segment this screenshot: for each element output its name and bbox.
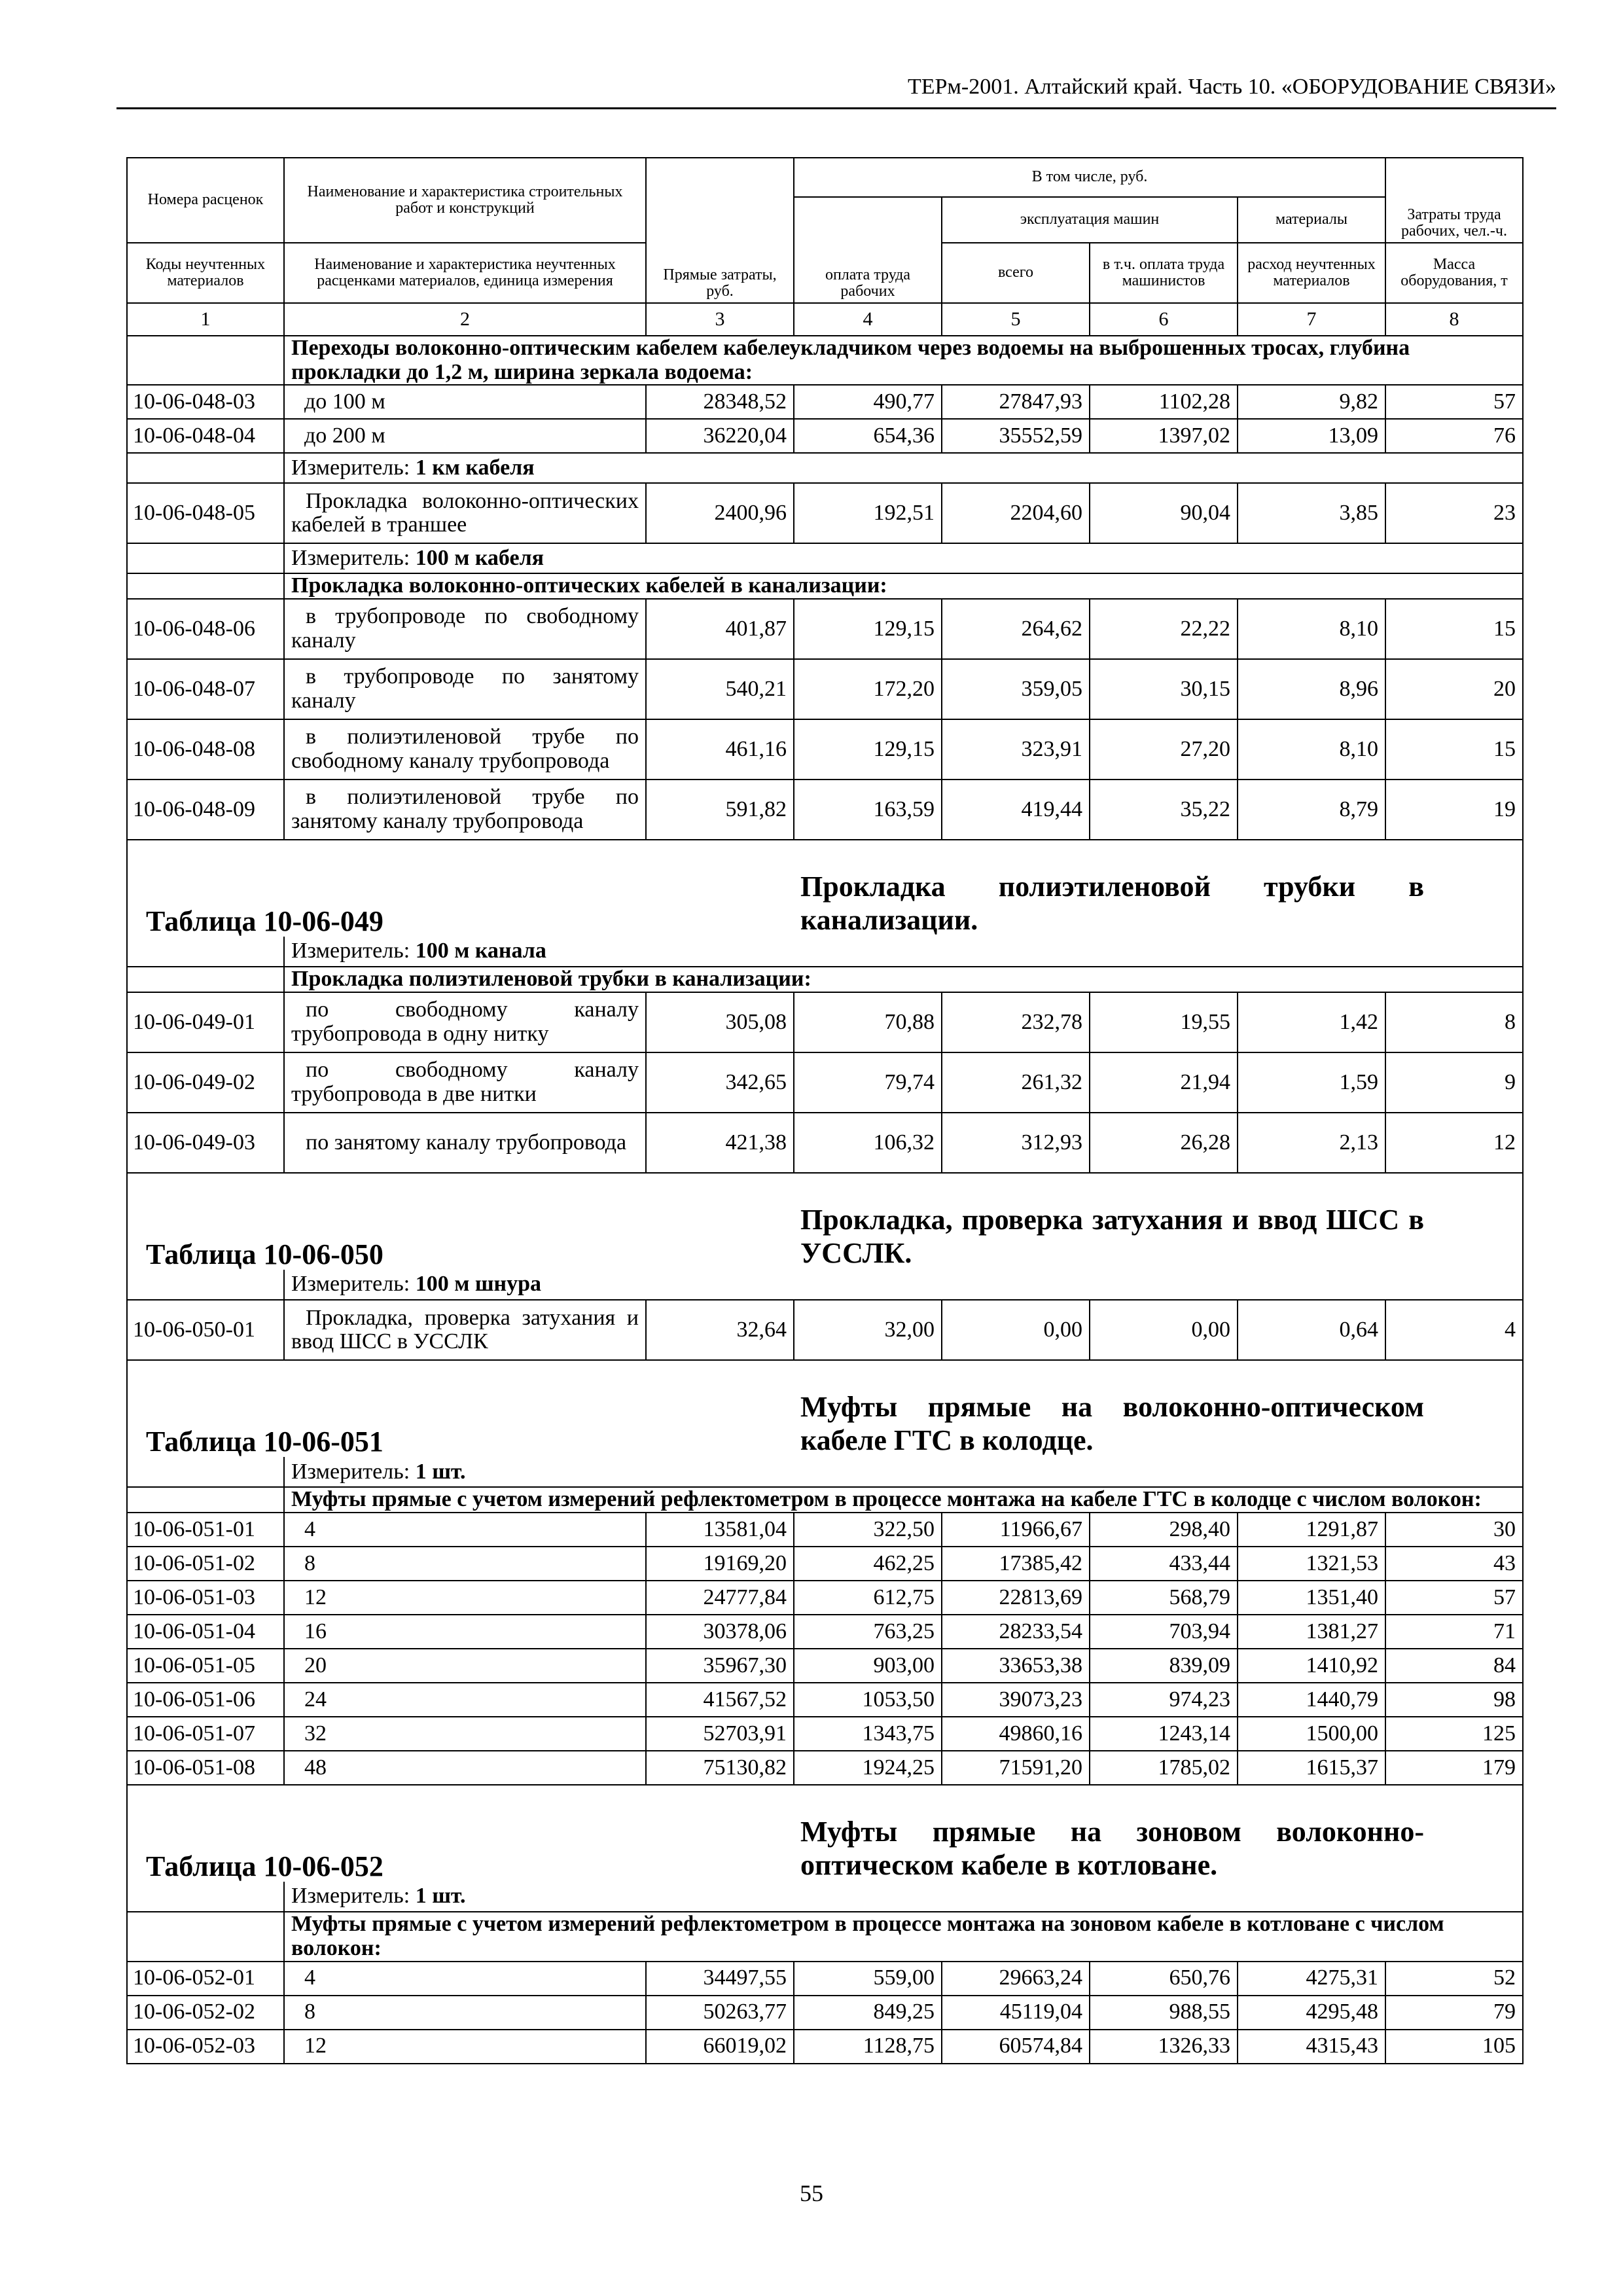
running-title: ТЕРм-2001. Алтайский край. Часть 10. «ОБОРУДОВАНИЕ СВЯЗИ» bbox=[907, 75, 1556, 99]
table-row bbox=[127, 483, 1523, 543]
work-description: по свободному каналу трубопровода в одну нитку bbox=[284, 992, 646, 1052]
rate-code: 10-06-051-03 bbox=[127, 1581, 284, 1615]
rate-code: 10-06-052-02 bbox=[127, 1996, 284, 2030]
column-index-row bbox=[127, 303, 1523, 336]
rate-code: 10-06-048-04 bbox=[127, 419, 284, 453]
work-description: 48 bbox=[284, 1751, 646, 1785]
table-row bbox=[127, 780, 1523, 840]
direct-costs: 36220,04 bbox=[646, 419, 794, 453]
materials-cost: 4315,43 bbox=[1238, 2030, 1385, 2064]
section-heading-row bbox=[127, 573, 1523, 599]
measurement-unit-row bbox=[127, 1270, 1523, 1300]
machinist-pay: 1397,02 bbox=[1090, 419, 1238, 453]
labor-costs: 20 bbox=[1385, 659, 1523, 719]
rate-code: 10-06-052-03 bbox=[127, 2030, 284, 2064]
work-description: в полиэтиленовой трубе по свободному каналу трубопровода bbox=[284, 719, 646, 780]
worker-pay: 192,51 bbox=[794, 483, 942, 543]
machine-operation-total: 71591,20 bbox=[942, 1751, 1090, 1785]
work-description: 12 bbox=[284, 1581, 646, 1615]
column-index: 1 bbox=[127, 303, 284, 336]
table-row bbox=[127, 992, 1523, 1052]
price-table-document bbox=[126, 157, 1522, 2064]
table-row bbox=[127, 1717, 1523, 1751]
measurement-value: 1 шт. bbox=[415, 1884, 466, 1909]
section-heading-row bbox=[127, 336, 1523, 385]
rate-code: 10-06-051-05 bbox=[127, 1649, 284, 1683]
measurement-value: 100 м шнура bbox=[415, 1272, 542, 1297]
col-including: В том числе, руб. bbox=[794, 158, 1385, 197]
table-title: Муфты прямые на зоновом волоконно-оптическом кабеле в котловане. bbox=[794, 1785, 1523, 1882]
table-title: Прокладка, проверка затухания и ввод ШСС в УССЛК. bbox=[794, 1173, 1523, 1270]
direct-costs: 19169,20 bbox=[646, 1547, 794, 1581]
direct-costs: 28348,52 bbox=[646, 385, 794, 419]
empty-cell bbox=[127, 336, 284, 385]
machine-operation-total: 17385,42 bbox=[942, 1547, 1090, 1581]
direct-costs: 342,65 bbox=[646, 1052, 794, 1113]
labor-costs: 79 bbox=[1385, 1996, 1523, 2030]
labor-costs: 9 bbox=[1385, 1052, 1523, 1113]
machinist-pay: 1243,14 bbox=[1090, 1717, 1238, 1751]
empty-cell bbox=[127, 937, 284, 967]
machinist-pay: 298,40 bbox=[1090, 1513, 1238, 1547]
work-description: в трубопроводе по занятому каналу bbox=[284, 659, 646, 719]
empty-cell bbox=[127, 1882, 284, 1912]
direct-costs: 32,64 bbox=[646, 1300, 794, 1360]
measurement-label: Измеритель: bbox=[291, 456, 410, 480]
rate-code: 10-06-051-04 bbox=[127, 1615, 284, 1649]
measurement-unit bbox=[284, 937, 1523, 967]
machine-operation-total: 323,91 bbox=[942, 719, 1090, 780]
work-description: 24 bbox=[284, 1683, 646, 1717]
worker-pay: 903,00 bbox=[794, 1649, 942, 1683]
table-row bbox=[127, 1996, 1523, 2030]
work-description: 8 bbox=[284, 1996, 646, 2030]
machinist-pay: 1326,33 bbox=[1090, 2030, 1238, 2064]
table-row bbox=[127, 1513, 1523, 1547]
materials-cost: 1440,79 bbox=[1238, 1683, 1385, 1717]
work-description: 16 bbox=[284, 1615, 646, 1649]
direct-costs: 75130,82 bbox=[646, 1751, 794, 1785]
table-row bbox=[127, 1649, 1523, 1683]
direct-costs: 52703,91 bbox=[646, 1717, 794, 1751]
measurement-unit bbox=[284, 1882, 1523, 1912]
work-description: до 200 м bbox=[284, 419, 646, 453]
measurement-unit-row bbox=[127, 1882, 1523, 1912]
column-index: 3 bbox=[646, 303, 794, 336]
labor-costs: 30 bbox=[1385, 1513, 1523, 1547]
page-number: 55 bbox=[800, 2180, 823, 2206]
column-index: 8 bbox=[1385, 303, 1523, 336]
materials-cost: 1381,27 bbox=[1238, 1615, 1385, 1649]
section-heading: Прокладка волоконно-оптических кабелей в канализации: bbox=[284, 573, 1523, 599]
worker-pay: 106,32 bbox=[794, 1113, 942, 1173]
table-row bbox=[127, 1113, 1523, 1173]
materials-cost: 9,82 bbox=[1238, 385, 1385, 419]
labor-costs: 8 bbox=[1385, 992, 1523, 1052]
column-index: 6 bbox=[1090, 303, 1238, 336]
section-heading-row bbox=[127, 1487, 1523, 1513]
table-number: Таблица 10-06-050 bbox=[127, 1173, 794, 1270]
table-row bbox=[127, 1052, 1523, 1113]
work-description: в полиэтиленовой трубе по занятому каналу трубопровода bbox=[284, 780, 646, 840]
direct-costs: 13581,04 bbox=[646, 1513, 794, 1547]
work-description: 4 bbox=[284, 1513, 646, 1547]
machinist-pay: 19,55 bbox=[1090, 992, 1238, 1052]
work-description: 20 bbox=[284, 1649, 646, 1683]
labor-costs: 125 bbox=[1385, 1717, 1523, 1751]
machine-operation-total: 359,05 bbox=[942, 659, 1090, 719]
section-heading-row bbox=[127, 1912, 1523, 1961]
measurement-unit-row bbox=[127, 543, 1523, 573]
section-heading-row bbox=[127, 967, 1523, 992]
machine-operation-total: 232,78 bbox=[942, 992, 1090, 1052]
worker-pay: 70,88 bbox=[794, 992, 942, 1052]
machinist-pay: 1102,28 bbox=[1090, 385, 1238, 419]
measurement-unit bbox=[284, 1457, 1523, 1487]
machinist-pay: 568,79 bbox=[1090, 1581, 1238, 1615]
materials-cost: 4295,48 bbox=[1238, 1996, 1385, 2030]
machinist-pay: 27,20 bbox=[1090, 719, 1238, 780]
work-description: 4 bbox=[284, 1962, 646, 1996]
machine-operation-total: 29663,24 bbox=[942, 1962, 1090, 1996]
measurement-unit-row bbox=[127, 453, 1523, 483]
materials-cost: 2,13 bbox=[1238, 1113, 1385, 1173]
rate-code: 10-06-049-01 bbox=[127, 992, 284, 1052]
direct-costs: 2400,96 bbox=[646, 483, 794, 543]
empty-cell bbox=[127, 543, 284, 573]
worker-pay: 559,00 bbox=[794, 1962, 942, 1996]
labor-costs: 15 bbox=[1385, 599, 1523, 659]
materials-cost: 1500,00 bbox=[1238, 1717, 1385, 1751]
machinist-pay: 703,94 bbox=[1090, 1615, 1238, 1649]
machine-operation-total: 60574,84 bbox=[942, 2030, 1090, 2064]
measurement-unit bbox=[284, 453, 1523, 483]
table-row bbox=[127, 419, 1523, 453]
work-description: 8 bbox=[284, 1547, 646, 1581]
materials-cost: 8,79 bbox=[1238, 780, 1385, 840]
worker-pay: 163,59 bbox=[794, 780, 942, 840]
table-row bbox=[127, 659, 1523, 719]
table-number: Таблица 10-06-049 bbox=[127, 840, 794, 937]
col-machinist-pay: в т.ч. оплата труда машинистов bbox=[1090, 243, 1238, 303]
labor-costs: 57 bbox=[1385, 385, 1523, 419]
machine-operation-total: 45119,04 bbox=[942, 1996, 1090, 2030]
table-row bbox=[127, 1962, 1523, 1996]
worker-pay: 1128,75 bbox=[794, 2030, 942, 2064]
empty-cell bbox=[127, 573, 284, 599]
direct-costs: 401,87 bbox=[646, 599, 794, 659]
machine-operation-total: 419,44 bbox=[942, 780, 1090, 840]
work-description: Прокладка, проверка затухания и ввод ШСС в УССЛК bbox=[284, 1300, 646, 1360]
measurement-label: Измеритель: bbox=[291, 1884, 410, 1909]
materials-cost: 8,96 bbox=[1238, 659, 1385, 719]
worker-pay: 129,15 bbox=[794, 599, 942, 659]
direct-costs: 35967,30 bbox=[646, 1649, 794, 1683]
rate-code: 10-06-050-01 bbox=[127, 1300, 284, 1360]
table-row bbox=[127, 599, 1523, 659]
machinist-pay: 974,23 bbox=[1090, 1683, 1238, 1717]
worker-pay: 322,50 bbox=[794, 1513, 942, 1547]
rate-code: 10-06-048-09 bbox=[127, 780, 284, 840]
empty-cell bbox=[127, 1912, 284, 1961]
table-title: Муфты прямые на волоконно-оптическом кабеле ГТС в колодце. bbox=[794, 1360, 1523, 1457]
labor-costs: 15 bbox=[1385, 719, 1523, 780]
worker-pay: 462,25 bbox=[794, 1547, 942, 1581]
materials-cost: 1321,53 bbox=[1238, 1547, 1385, 1581]
rate-code: 10-06-051-01 bbox=[127, 1513, 284, 1547]
materials-cost: 3,85 bbox=[1238, 483, 1385, 543]
empty-cell bbox=[127, 1457, 284, 1487]
direct-costs: 540,21 bbox=[646, 659, 794, 719]
table-row bbox=[127, 1615, 1523, 1649]
materials-cost: 0,64 bbox=[1238, 1300, 1385, 1360]
machinist-pay: 988,55 bbox=[1090, 1996, 1238, 2030]
labor-costs: 84 bbox=[1385, 1649, 1523, 1683]
header-row-1 bbox=[127, 158, 1523, 197]
machine-operation-total: 312,93 bbox=[942, 1113, 1090, 1173]
machinist-pay: 35,22 bbox=[1090, 780, 1238, 840]
price-table bbox=[126, 157, 1524, 2064]
labor-costs: 12 bbox=[1385, 1113, 1523, 1173]
machine-operation-total: 39073,23 bbox=[942, 1683, 1090, 1717]
table-number: Таблица 10-06-052 bbox=[127, 1785, 794, 1882]
table-row bbox=[127, 1581, 1523, 1615]
labor-costs: 19 bbox=[1385, 780, 1523, 840]
worker-pay: 32,00 bbox=[794, 1300, 942, 1360]
labor-costs: 98 bbox=[1385, 1683, 1523, 1717]
rate-code: 10-06-048-06 bbox=[127, 599, 284, 659]
labor-costs: 43 bbox=[1385, 1547, 1523, 1581]
work-description: по свободному каналу трубопровода в две нитки bbox=[284, 1052, 646, 1113]
direct-costs: 421,38 bbox=[646, 1113, 794, 1173]
measurement-unit-row bbox=[127, 1457, 1523, 1487]
col-total: всего bbox=[942, 243, 1090, 303]
rate-code: 10-06-049-02 bbox=[127, 1052, 284, 1113]
col-direct-costs: Прямые затраты, руб. bbox=[646, 158, 794, 303]
measurement-value: 1 км кабеля bbox=[415, 456, 535, 480]
running-header bbox=[116, 73, 1556, 109]
measurement-value: 100 м канала bbox=[415, 939, 546, 963]
measurement-value: 100 м кабеля bbox=[415, 546, 544, 571]
measurement-label: Измеритель: bbox=[291, 546, 410, 571]
measurement-unit bbox=[284, 1270, 1523, 1300]
materials-cost: 8,10 bbox=[1238, 599, 1385, 659]
table-body bbox=[127, 158, 1523, 2064]
rate-code: 10-06-048-08 bbox=[127, 719, 284, 780]
rate-code: 10-06-048-03 bbox=[127, 385, 284, 419]
measurement-label: Измеритель: bbox=[291, 1272, 410, 1297]
machinist-pay: 650,76 bbox=[1090, 1962, 1238, 1996]
materials-cost: 1351,40 bbox=[1238, 1581, 1385, 1615]
worker-pay: 1343,75 bbox=[794, 1717, 942, 1751]
table-row bbox=[127, 1547, 1523, 1581]
worker-pay: 763,25 bbox=[794, 1615, 942, 1649]
column-index: 4 bbox=[794, 303, 942, 336]
machine-operation-total: 33653,38 bbox=[942, 1649, 1090, 1683]
machinist-pay: 1785,02 bbox=[1090, 1751, 1238, 1785]
col-material-names: Наименование и характеристика неучтенных расценками материалов, единица измерения bbox=[284, 243, 646, 303]
table-number: Таблица 10-06-051 bbox=[127, 1360, 794, 1457]
section-heading: Переходы волоконно-оптическим кабелем кабелеукладчиком через водоемы на выброшенных тросах, глубина прокладки до 1,2 м, ширина зеркала водоема: bbox=[284, 336, 1523, 385]
machinist-pay: 22,22 bbox=[1090, 599, 1238, 659]
col-equipment-mass: Масса оборудования, т bbox=[1385, 243, 1523, 303]
machine-operation-total: 261,32 bbox=[942, 1052, 1090, 1113]
worker-pay: 849,25 bbox=[794, 1996, 942, 2030]
work-description: до 100 м bbox=[284, 385, 646, 419]
materials-cost: 1615,37 bbox=[1238, 1751, 1385, 1785]
table-row bbox=[127, 719, 1523, 780]
rate-code: 10-06-048-07 bbox=[127, 659, 284, 719]
materials-cost: 13,09 bbox=[1238, 419, 1385, 453]
machinist-pay: 0,00 bbox=[1090, 1300, 1238, 1360]
measurement-value: 1 шт. bbox=[415, 1459, 466, 1484]
empty-cell bbox=[127, 1487, 284, 1513]
machine-operation-total: 2204,60 bbox=[942, 483, 1090, 543]
empty-cell bbox=[127, 453, 284, 483]
machine-operation-total: 11966,67 bbox=[942, 1513, 1090, 1547]
rate-code: 10-06-049-03 bbox=[127, 1113, 284, 1173]
machinist-pay: 21,94 bbox=[1090, 1052, 1238, 1113]
column-index: 2 bbox=[284, 303, 646, 336]
rate-code: 10-06-052-01 bbox=[127, 1962, 284, 1996]
labor-costs: 4 bbox=[1385, 1300, 1523, 1360]
work-description: в трубопроводе по свободному каналу bbox=[284, 599, 646, 659]
col-machine-operation: эксплуатация машин bbox=[942, 197, 1238, 243]
col-worker-pay: оплата труда рабочих bbox=[794, 197, 942, 303]
direct-costs: 66019,02 bbox=[646, 2030, 794, 2064]
worker-pay: 79,74 bbox=[794, 1052, 942, 1113]
machine-operation-total: 27847,93 bbox=[942, 385, 1090, 419]
direct-costs: 34497,55 bbox=[646, 1962, 794, 1996]
machinist-pay: 30,15 bbox=[1090, 659, 1238, 719]
col-materials: материалы bbox=[1238, 197, 1385, 243]
empty-cell bbox=[127, 967, 284, 992]
materials-cost: 1410,92 bbox=[1238, 1649, 1385, 1683]
col-rate-numbers: Номера расценок bbox=[127, 158, 284, 243]
rate-code: 10-06-051-08 bbox=[127, 1751, 284, 1785]
measurement-unit-row bbox=[127, 937, 1523, 967]
col-unaccounted-materials: расход неучтенных материалов bbox=[1238, 243, 1385, 303]
labor-costs: 76 bbox=[1385, 419, 1523, 453]
measurement-label: Измеритель: bbox=[291, 1459, 410, 1484]
machine-operation-total: 0,00 bbox=[942, 1300, 1090, 1360]
measurement-label: Измеритель: bbox=[291, 939, 410, 963]
table-title-row bbox=[127, 1360, 1523, 1457]
table-title-row bbox=[127, 1173, 1523, 1270]
worker-pay: 129,15 bbox=[794, 719, 942, 780]
direct-costs: 50263,77 bbox=[646, 1996, 794, 2030]
table-row bbox=[127, 1683, 1523, 1717]
col-material-codes: Коды неучтенных материалов bbox=[127, 243, 284, 303]
rate-code: 10-06-051-07 bbox=[127, 1717, 284, 1751]
measurement-unit bbox=[284, 543, 1523, 573]
work-description: 32 bbox=[284, 1717, 646, 1751]
direct-costs: 461,16 bbox=[646, 719, 794, 780]
table-row bbox=[127, 2030, 1523, 2064]
worker-pay: 654,36 bbox=[794, 419, 942, 453]
direct-costs: 24777,84 bbox=[646, 1581, 794, 1615]
labor-costs: 105 bbox=[1385, 2030, 1523, 2064]
worker-pay: 1924,25 bbox=[794, 1751, 942, 1785]
machine-operation-total: 49860,16 bbox=[942, 1717, 1090, 1751]
direct-costs: 305,08 bbox=[646, 992, 794, 1052]
section-heading: Муфты прямые с учетом измерений рефлектометром в процессе монтажа на кабеле ГТС в колодце с числом волокон: bbox=[284, 1487, 1523, 1513]
materials-cost: 1,59 bbox=[1238, 1052, 1385, 1113]
machine-operation-total: 264,62 bbox=[942, 599, 1090, 659]
column-index: 7 bbox=[1238, 303, 1385, 336]
machine-operation-total: 28233,54 bbox=[942, 1615, 1090, 1649]
col-labor-costs: Затраты труда рабочих, чел.-ч. bbox=[1385, 158, 1523, 243]
worker-pay: 1053,50 bbox=[794, 1683, 942, 1717]
table-row bbox=[127, 385, 1523, 419]
labor-costs: 179 bbox=[1385, 1751, 1523, 1785]
table-title-row bbox=[127, 1785, 1523, 1882]
direct-costs: 30378,06 bbox=[646, 1615, 794, 1649]
labor-costs: 23 bbox=[1385, 483, 1523, 543]
machinist-pay: 433,44 bbox=[1090, 1547, 1238, 1581]
rate-code: 10-06-051-06 bbox=[127, 1683, 284, 1717]
machinist-pay: 26,28 bbox=[1090, 1113, 1238, 1173]
section-heading: Муфты прямые с учетом измерений рефлектометром в процессе монтажа на зоновом кабеле в котловане с числом волокон: bbox=[284, 1912, 1523, 1961]
col-work-name: Наименование и характеристика строительных работ и конструкций bbox=[284, 158, 646, 243]
machine-operation-total: 35552,59 bbox=[942, 419, 1090, 453]
worker-pay: 490,77 bbox=[794, 385, 942, 419]
machinist-pay: 839,09 bbox=[1090, 1649, 1238, 1683]
worker-pay: 172,20 bbox=[794, 659, 942, 719]
materials-cost: 8,10 bbox=[1238, 719, 1385, 780]
rate-code: 10-06-051-02 bbox=[127, 1547, 284, 1581]
empty-cell bbox=[127, 1270, 284, 1300]
work-description: Прокладка волоконно-оптических кабелей в траншее bbox=[284, 483, 646, 543]
section-heading: Прокладка полиэтиленовой трубки в канализации: bbox=[284, 967, 1523, 992]
direct-costs: 591,82 bbox=[646, 780, 794, 840]
direct-costs: 41567,52 bbox=[646, 1683, 794, 1717]
labor-costs: 52 bbox=[1385, 1962, 1523, 1996]
table-row bbox=[127, 1751, 1523, 1785]
machine-operation-total: 22813,69 bbox=[942, 1581, 1090, 1615]
column-index: 5 bbox=[942, 303, 1090, 336]
worker-pay: 612,75 bbox=[794, 1581, 942, 1615]
rate-code: 10-06-048-05 bbox=[127, 483, 284, 543]
table-title-row bbox=[127, 840, 1523, 937]
machinist-pay: 90,04 bbox=[1090, 483, 1238, 543]
table-title: Прокладка полиэтиленовой трубки в канализации. bbox=[794, 840, 1523, 937]
materials-cost: 1,42 bbox=[1238, 992, 1385, 1052]
labor-costs: 57 bbox=[1385, 1581, 1523, 1615]
labor-costs: 71 bbox=[1385, 1615, 1523, 1649]
work-description: 12 bbox=[284, 2030, 646, 2064]
materials-cost: 1291,87 bbox=[1238, 1513, 1385, 1547]
materials-cost: 4275,31 bbox=[1238, 1962, 1385, 1996]
table-row bbox=[127, 1300, 1523, 1360]
work-description: по занятому каналу трубопровода bbox=[284, 1113, 646, 1173]
